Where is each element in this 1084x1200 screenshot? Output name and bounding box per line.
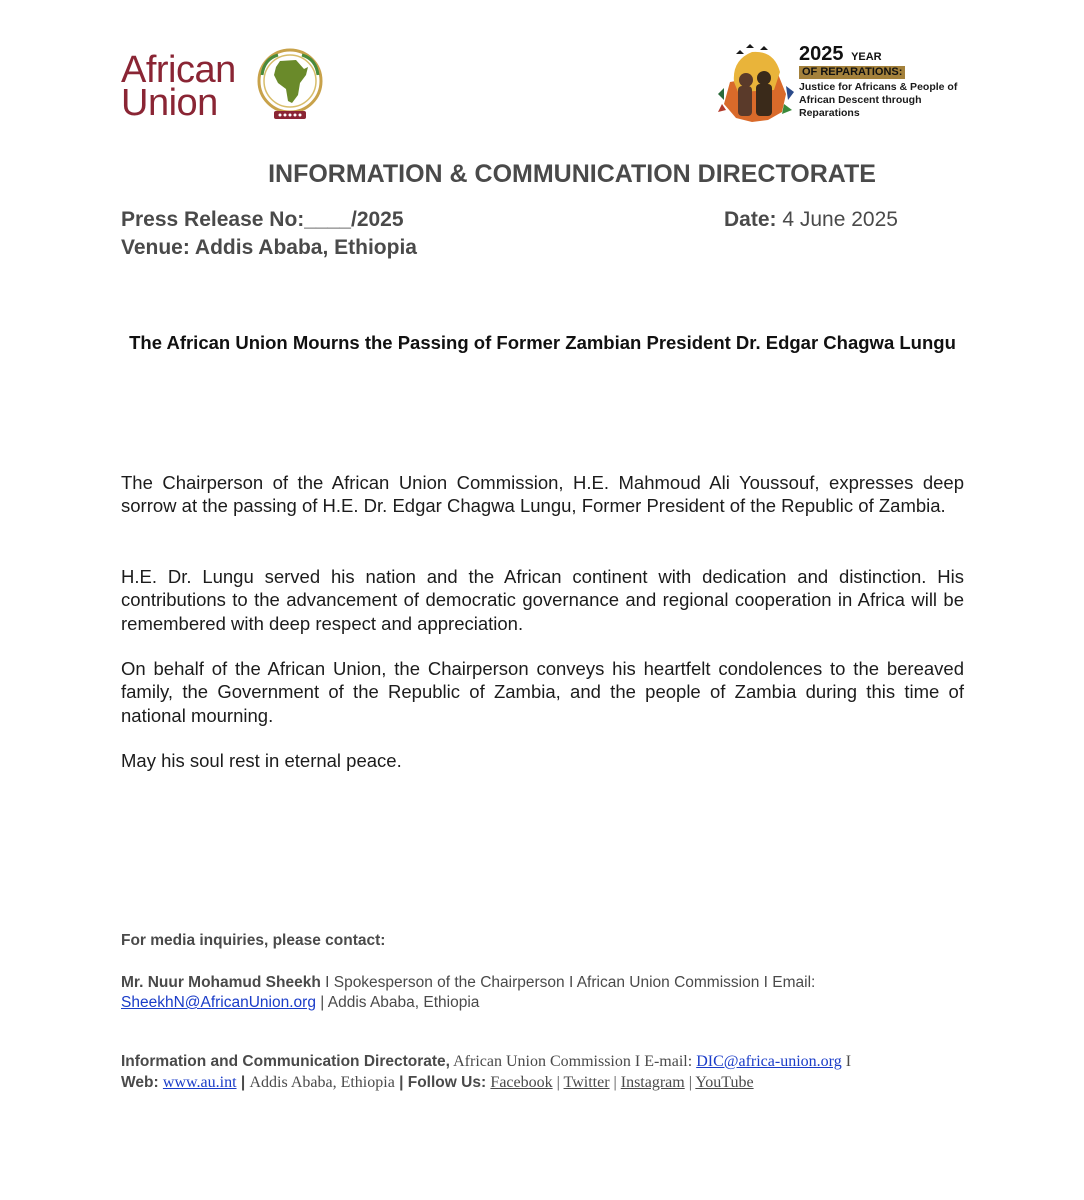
date-label: Date: [724,208,777,231]
au-logo-word-african: African [121,49,236,91]
reparations-emblem-icon [716,42,796,124]
body-paragraph-3: On behalf of the African Union, the Chairperson conveys his heartfelt condolences to the bereaved family, the Government of the Republic of Zambia, and the people of Zambia during this time of national mourning. [121,658,964,726]
instagram-link[interactable]: Instagram [620,1074,685,1091]
logo-reparations-theme: Justice for Africans & People of African Descent through Reparations [799,81,958,119]
body-paragraph-2: H.E. Dr. Lungu served his nation and the African continent with dedication and distinction. His contributions to the advancement of democratic governance and regional cooperation in Africa will be remembered with deep respect and appreciation. [121,566,964,634]
venue: Venue: Addis Ababa, Ethiopia [121,236,417,259]
logo-reparations-band: OF REPARATIONS: [799,66,905,79]
directorate-email-link[interactable]: DIC@africa-union.org [696,1053,842,1070]
twitter-link[interactable]: Twitter [563,1074,610,1091]
contact-name: Mr. Nuur Mohamud Sheekh [121,974,321,991]
facebook-link[interactable]: Facebook [490,1074,553,1091]
logo-year-heading [799,44,882,64]
press-release-headline: The African Union Mourns the Passing of Former Zambian President Dr. Edgar Chagwa Lungu [129,332,956,353]
body-paragraph-1: The Chairperson of the African Union Commission, H.E. Mahmoud Ali Youssouf, expresses deep sorrow at the passing of H.E. Dr. Edgar Chagwa Lungu, Former President of the Republic of Zambia. [121,472,964,517]
directorate-name: Information and Communication Directorate, [121,1053,450,1070]
directorate-separator: I [841,1053,852,1070]
social-separator: | [609,1074,621,1091]
directorate-contact [121,1051,941,1093]
press-release-number: Press Release No:____/2025 [121,208,404,231]
logo-year-number: 2025 [799,43,844,65]
directorate-org: African Union Commission I E-mail: [449,1053,697,1070]
follow-us-label: | Follow Us: [394,1074,491,1091]
footer-location: Addis Ababa, Ethiopia [249,1074,395,1091]
spokesperson-contact [121,973,921,1013]
au-emblem-icon [254,45,326,125]
contact-location: | Addis Ababa, Ethiopia [315,994,480,1011]
year-of-reparations-logo [716,42,966,124]
release-date [724,208,898,232]
directorate-heading: INFORMATION & COMMUNICATION DIRECTORATE [268,160,876,188]
au-logo-word-union: Union [121,82,218,124]
youtube-link[interactable]: YouTube [695,1074,754,1091]
social-separator: | [552,1074,564,1091]
body-paragraph-4: May his soul rest in eternal peace. [121,750,402,771]
contact-role: I Spokesperson of the Chairperson I African Union Commission I Email: [320,974,816,991]
media-inquiries-heading: For media inquiries, please contact: [121,932,386,949]
social-separator: | [684,1074,696,1091]
web-label: Web: [121,1074,163,1091]
date-value: 4 June 2025 [782,208,898,231]
contact-email-link[interactable]: SheekhN@AfricanUnion.org [121,994,316,1011]
logo-year-word: YEAR [851,51,882,63]
african-union-logo [118,40,328,125]
website-link[interactable]: www.au.int [162,1074,237,1091]
web-separator: | [236,1074,250,1091]
